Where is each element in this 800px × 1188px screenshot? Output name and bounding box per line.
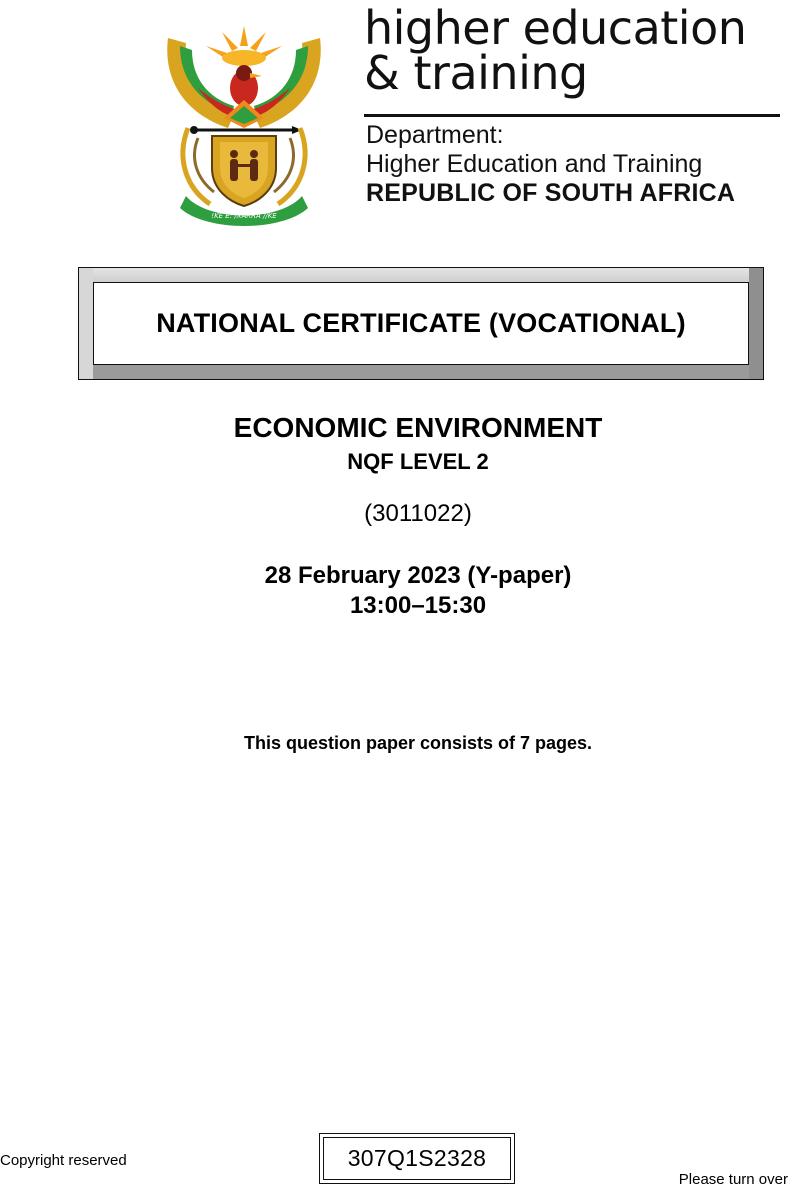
brand-divider: [364, 114, 780, 117]
exam-date: 28 February 2023 (Y-paper): [264, 562, 572, 589]
subject-title: ECONOMIC ENVIRONMENT: [233, 412, 603, 443]
spear-icon: [190, 126, 302, 134]
brand-title-line1: higher education: [364, 1, 747, 55]
brand-title-line2: & training: [364, 46, 588, 100]
certificate-title: NATIONAL CERTIFICATE (VOCATIONAL): [156, 308, 686, 338]
bevel-bottom: [79, 365, 763, 379]
copyright-notice: Copyright reserved: [0, 1152, 127, 1169]
department-name: Higher Education and Training: [366, 150, 703, 178]
paper-code: 307Q1S2328: [323, 1137, 511, 1180]
certificate-title-box: [78, 267, 764, 380]
brand-title: [364, 1, 747, 100]
shield-icon: [212, 136, 276, 206]
country-name: REPUBLIC OF SOUTH AFRICA: [366, 179, 736, 207]
subject-code: (3011022): [364, 500, 472, 527]
department-block: [366, 121, 735, 208]
sun-icon: [206, 26, 282, 66]
secretary-bird-icon: [230, 65, 262, 106]
turn-over-note: Please turn over: [678, 1171, 788, 1188]
exam-time: 13:00–15:30: [349, 592, 487, 619]
department-label: Department:: [366, 121, 504, 149]
protea-icon: [224, 100, 264, 128]
nqf-level: NQF LEVEL 2: [347, 449, 489, 474]
page-count-note: This question paper consists of 7 pages.: [243, 733, 593, 753]
certificate-title-inner: [93, 282, 749, 365]
bevel-right: [749, 268, 763, 379]
bevel-top: [79, 268, 763, 282]
coat-of-arms-emblem: [158, 18, 330, 226]
emblem-motto: !KE E: /XARRA //KE: [211, 212, 277, 220]
paper-code-box: [319, 1133, 515, 1184]
bevel-left: [79, 268, 93, 379]
